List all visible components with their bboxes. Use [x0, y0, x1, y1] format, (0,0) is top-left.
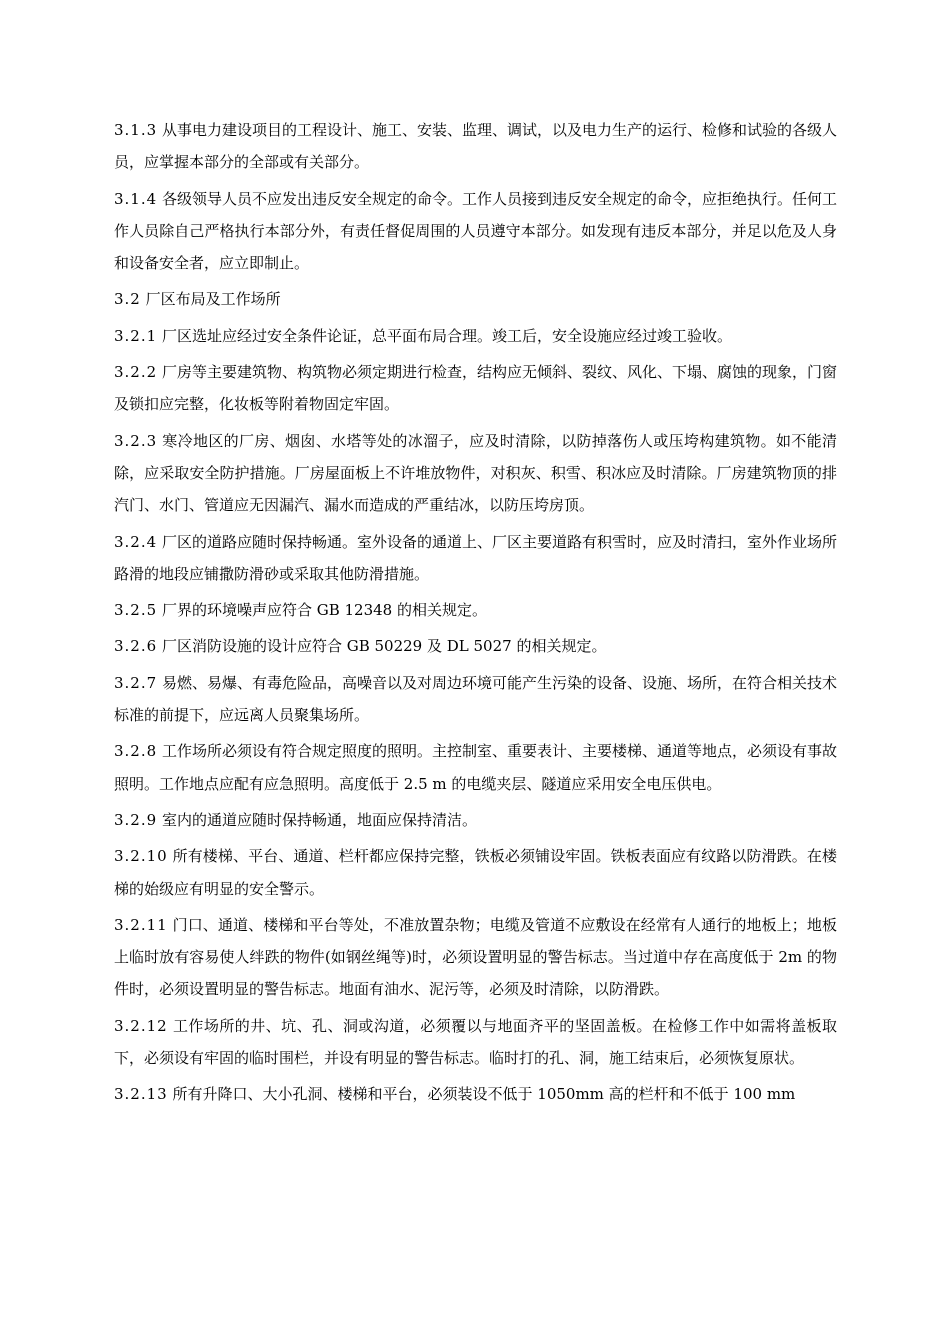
clause-text: 厂界的环境噪声应符合 GB 12348 的相关规定。: [161, 601, 487, 620]
paragraph-3-2-7: [114, 667, 837, 732]
section-title: 厂区布局及工作场所: [145, 290, 281, 309]
clause-text: 易燃、易爆、有毒危险品，高噪音以及对周边环境可能产生污染的设备、设施、场所，在符合相关技术标准的前提下，应远离人员聚集场所。: [114, 673, 837, 725]
paragraph-3-2-1: [114, 320, 837, 352]
clause-number: 3.2.2: [114, 363, 158, 382]
clause-text: 工作场所必须设有符合规定照度的照明。主控制室、重要表计、主要楼梯、通道等地点，必须设有事故照明。工作地点应配有应急照明。高度低于 2.5 m 的电缆夹层、隧道应采用安全电压供电。: [114, 742, 837, 793]
clause-text: 厂房等主要建筑物、构筑物必须定期进行检查，结构应无倾斜、裂纹、风化、下塌、腐蚀的现象，门窗及锁扣应完整，化妆板等附着物固定牢固。: [114, 363, 837, 414]
clause-text: 所有楼梯、平台、通道、栏杆都应保持完整，铁板必须铺设牢固。铁板表面应有纹路以防滑跌。在楼梯的始级应有明显的安全警示。: [114, 847, 837, 898]
clause-number: 3.2.8: [114, 742, 158, 761]
clause-number: 3.2.12: [114, 1016, 168, 1035]
clause-text: 各级领导人员不应发出违反安全规定的命令。工作人员接到违反安全规定的命令，应拒绝执行。任何工作人员除自己严格执行本部分外，有责任督促周围的人员遵守本部分。如发现有违反本部分，并足以危及人身和设备安全者，应立即制止。: [114, 189, 837, 273]
clause-number: 3.2.13: [114, 1085, 168, 1104]
paragraph-3-2-8: [114, 735, 837, 800]
clause-number: 3.2.11: [114, 915, 168, 934]
paragraph-3-2-6: [114, 630, 837, 662]
clause-text: 室内的通道应随时保持畅通，地面应保持清洁。: [161, 810, 477, 829]
paragraph-3-2-13: [114, 1078, 837, 1110]
clause-text: 从事电力建设项目的工程设计、施工、安装、监理、调试，以及电力生产的运行、检修和试验的各级人员，应掌握本部分的全部或有关部分。: [114, 121, 837, 172]
document-page: [114, 114, 837, 1115]
clause-number: 3.1.4: [114, 189, 158, 208]
clause-number: 3.2.6: [114, 637, 158, 656]
clause-text: 厂区的道路应随时保持畅通。室外设备的通道上、厂区主要道路有积雪时，应及时清扫，室外作业场所路滑的地段应铺撒防滑砂或采取其他防滑措施。: [114, 532, 837, 583]
paragraph-3-1-4: [114, 183, 837, 280]
clause-number: 3.2.7: [114, 673, 158, 692]
clause-text: 厂区消防设施的设计应符合 GB 50229 及 DL 5027 的相关规定。: [161, 637, 607, 656]
paragraph-3-2-12: [114, 1010, 837, 1075]
clause-number: 3.2.1: [114, 326, 158, 345]
paragraph-3-2-2: [114, 356, 837, 421]
clause-number: 3.2.10: [114, 847, 168, 866]
section-number: 3.2: [114, 290, 141, 309]
clause-text: 厂区选址应经过安全条件论证，总平面布局合理。竣工后，安全设施应经过竣工验收。: [161, 326, 732, 345]
paragraph-3-2-3: [114, 425, 837, 522]
clause-number: 3.1.3: [114, 121, 158, 139]
clause-text: 门口、通道、楼梯和平台等处，不准放置杂物；电缆及管道不应敷设在经常有人通行的地板上；地板上临时放有容易使人绊跌的物件(如钢丝绳等)时，必须设置明显的警告标志。当过道中存在高度低于 2m 的物件时，必须设置明显的警告标志。地面有油水、泥污等，必须及时清除，以防滑跌。: [114, 915, 837, 999]
paragraph-3-1-3: [114, 114, 837, 179]
paragraph-3-2-10: [114, 840, 837, 905]
paragraph-3-2-9: [114, 804, 837, 836]
clause-text: 工作场所的井、坑、孔、洞或沟道，必须覆以与地面齐平的坚固盖板。在检修工作中如需将盖板取下，必须设有牢固的临时围栏，并设有明显的警告标志。临时打的孔、洞，施工结束后，必须恢复原状。: [114, 1016, 837, 1068]
clause-text: 寒冷地区的厂房、烟囱、水塔等处的冰溜子，应及时清除，以防掉落伤人或压垮构建筑物。如不能清除，应采取安全防护措施。厂房屋面板上不许堆放物件，对积灰、积雪、积冰应及时清除。厂房建筑物顶的排汽门、水门、管道应无因漏汽、漏水而造成的严重结冰，以防压垮房顶。: [114, 431, 837, 515]
paragraph-3-2-11: [114, 909, 837, 1006]
clause-number: 3.2.3: [114, 431, 158, 450]
clause-text: 所有升降口、大小孔洞、楼梯和平台，必须装设不低于 1050mm 高的栏杆和不低于 100 mm: [172, 1085, 796, 1104]
clause-number: 3.2.5: [114, 601, 158, 620]
section-heading-3-2: [114, 283, 837, 315]
clause-number: 3.2.9: [114, 810, 158, 829]
clause-number: 3.2.4: [114, 532, 158, 551]
paragraph-3-2-4: [114, 526, 837, 591]
paragraph-3-2-5: [114, 594, 837, 626]
